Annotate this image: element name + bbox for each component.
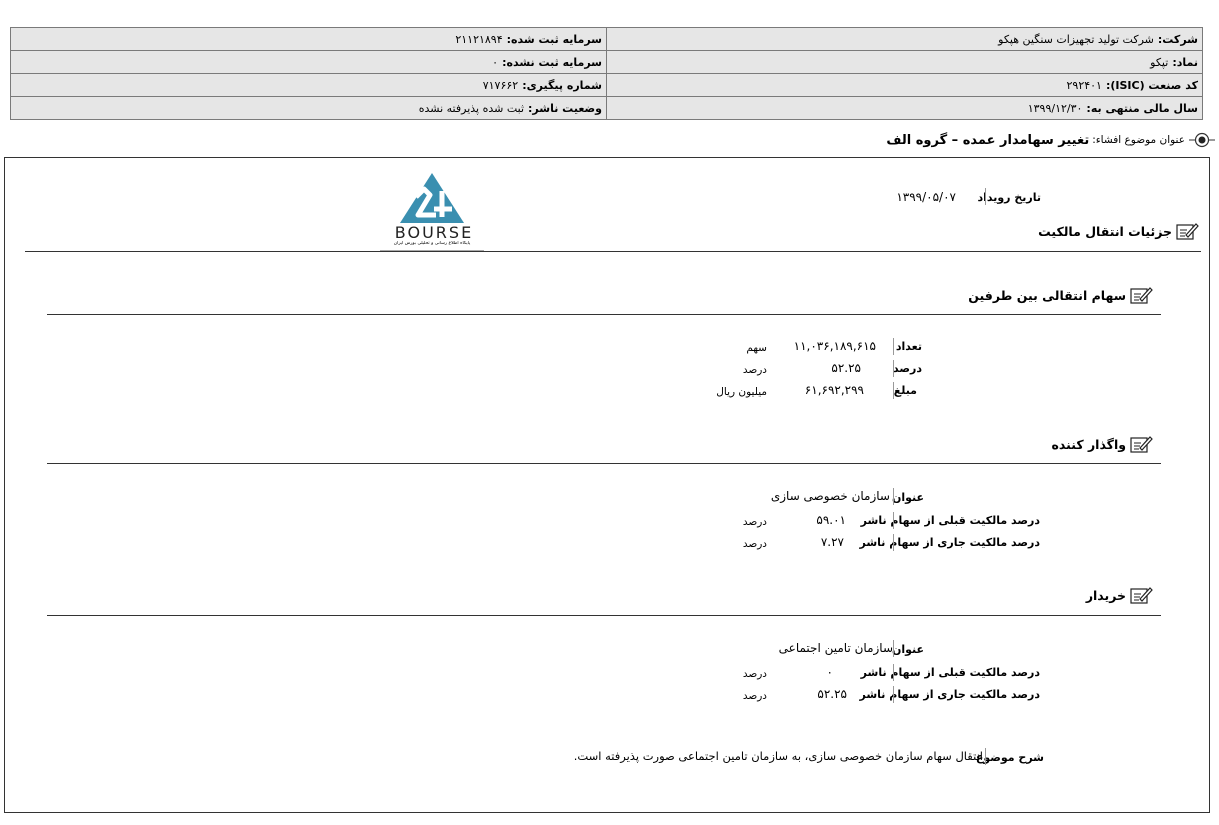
fiscal-year-value: ۱۳۹۹/۱۲/۳۰ <box>1027 101 1083 115</box>
divider <box>47 463 1161 464</box>
share-percent-value: ۵۲.۲۵ <box>831 361 861 375</box>
section-title-text: واگذار کننده <box>1051 436 1126 452</box>
seller-before-unit: درصد <box>742 516 767 528</box>
capital-registered-cell <box>11 28 607 51</box>
capital-registered-label: سرمایه ثبت شده: <box>506 32 602 46</box>
seller-name-label: عنوان <box>891 491 924 504</box>
isic-label: کد صنعت (ISIC): <box>1105 78 1198 92</box>
edit-note-icon <box>1129 285 1153 305</box>
seller-title <box>1052 434 1153 454</box>
capital-unregistered-label: سرمایه ثبت نشده: <box>502 55 602 69</box>
divider <box>893 664 894 681</box>
fiscal-year-cell <box>607 97 1203 120</box>
buyer-before-value: ۰ <box>826 665 833 679</box>
target-bullet-icon <box>1189 131 1215 149</box>
logo-word: BOURSE <box>394 223 474 242</box>
topic-value: تغییر سهامدار عمده – گروه الف <box>886 132 1090 148</box>
buyer-title <box>1086 585 1153 605</box>
divider <box>893 488 894 505</box>
buyer-name-value: سازمان تامین اجتماعی <box>778 641 893 655</box>
symbol-cell <box>607 51 1203 74</box>
publisher-status-cell <box>11 97 607 120</box>
publisher-status-value: ثبت شده پذیرفته نشده <box>418 101 525 115</box>
buyer-current-value: ۵۲.۲۵ <box>817 687 847 701</box>
amount-unit: میلیون ریال <box>716 386 767 398</box>
symbol-label: نماد: <box>1172 55 1198 69</box>
event-date-value: ۱۳۹۹/۰۵/۰۷ <box>896 190 956 204</box>
description-label: شرح موضوع <box>975 751 1044 764</box>
seller-name-value: سازمان خصوصی سازی <box>770 489 890 503</box>
seller-current-value: ۷.۲۷ <box>820 535 844 549</box>
divider <box>893 686 894 703</box>
capital-unregistered-value: ۰ <box>492 55 499 69</box>
event-date-label: تاریخ رویداد <box>977 191 1041 204</box>
info-row <box>11 51 1203 74</box>
symbol-value: تپکو <box>1150 55 1169 69</box>
buyer-before-unit: درصد <box>742 668 767 680</box>
divider <box>47 314 1161 315</box>
section-title-text: جزئیات انتقال مالکیت <box>1038 223 1172 239</box>
tracking-label: شماره پیگیری: <box>522 78 602 92</box>
buyer-before-label: درصد مالکیت قبلی از سهام ناشر <box>860 666 1040 679</box>
divider <box>893 382 894 399</box>
section-title-text: سهام انتقالی بین طرفین <box>968 287 1126 303</box>
info-row <box>11 97 1203 120</box>
seller-before-label: درصد مالکیت قبلی از سهام ناشر <box>860 514 1040 527</box>
description-value: انتقال سهام سازمان خصوصی سازی، به سازمان تامین اجتماعی صورت پذیرفته است. <box>573 749 983 763</box>
isic-cell <box>607 74 1203 97</box>
buyer-current-unit: درصد <box>742 690 767 702</box>
disclosure-topic <box>886 131 1215 149</box>
publisher-status-label: وضعیت ناشر: <box>528 101 602 115</box>
transferred-shares-title <box>968 285 1153 305</box>
buyer-current-label: درصد مالکیت جاری از سهام ناشر <box>859 688 1040 701</box>
share-percent-label: درصد <box>893 362 922 375</box>
divider <box>985 748 986 765</box>
seller-before-value: ۵۹.۰۱ <box>816 513 846 527</box>
edit-note-icon <box>1129 434 1153 454</box>
bourse-logo <box>380 167 484 253</box>
info-row <box>11 28 1203 51</box>
share-count-unit: سهم <box>746 342 767 354</box>
tracking-cell <box>11 74 607 97</box>
share-count-value: ۱۱,۰۳۶,۱۸۹,۶۱۵ <box>793 339 876 353</box>
company-cell <box>607 28 1203 51</box>
edit-note-icon <box>1129 585 1153 605</box>
capital-registered-value: ۲۱۱۲۱۸۹۴ <box>455 32 503 46</box>
seller-current-unit: درصد <box>742 538 767 550</box>
divider <box>985 188 986 205</box>
share-percent-unit: درصد <box>742 364 767 376</box>
topic-label: عنوان موضوع افشاء: <box>1092 134 1185 146</box>
amount-value: ۶۱,۶۹۲,۲۹۹ <box>804 383 864 397</box>
divider <box>893 640 894 657</box>
capital-unregistered-cell <box>11 51 607 74</box>
buyer-name-label: عنوان <box>891 643 924 656</box>
edit-note-icon <box>1175 221 1199 241</box>
disclosure-panel <box>4 157 1210 813</box>
amount-label: مبلغ <box>893 384 917 397</box>
logo-caption: پایگاه اطلاع رسانی و تحلیلی بورس ایران <box>393 241 471 246</box>
divider <box>893 360 894 377</box>
share-count-label: تعداد <box>895 340 922 353</box>
divider <box>47 615 1161 616</box>
section-title-text: خریدار <box>1085 587 1126 603</box>
divider <box>25 251 1201 252</box>
info-row <box>11 74 1203 97</box>
divider <box>893 534 894 551</box>
company-label: شرکت: <box>1157 32 1198 46</box>
fiscal-year-label: سال مالی منتهی به: <box>1086 101 1198 115</box>
isic-value: ۲۹۲۴۰۱ <box>1066 78 1102 92</box>
company-value: شرکت تولید تجهیزات سنگین هپکو <box>998 32 1154 46</box>
company-info-table <box>10 27 1203 120</box>
tracking-value: ۷۱۷۶۶۲ <box>482 78 519 92</box>
divider <box>893 512 894 529</box>
seller-current-label: درصد مالکیت جاری از سهام ناشر <box>859 536 1040 549</box>
ownership-transfer-title <box>1038 221 1199 241</box>
divider <box>893 338 894 355</box>
